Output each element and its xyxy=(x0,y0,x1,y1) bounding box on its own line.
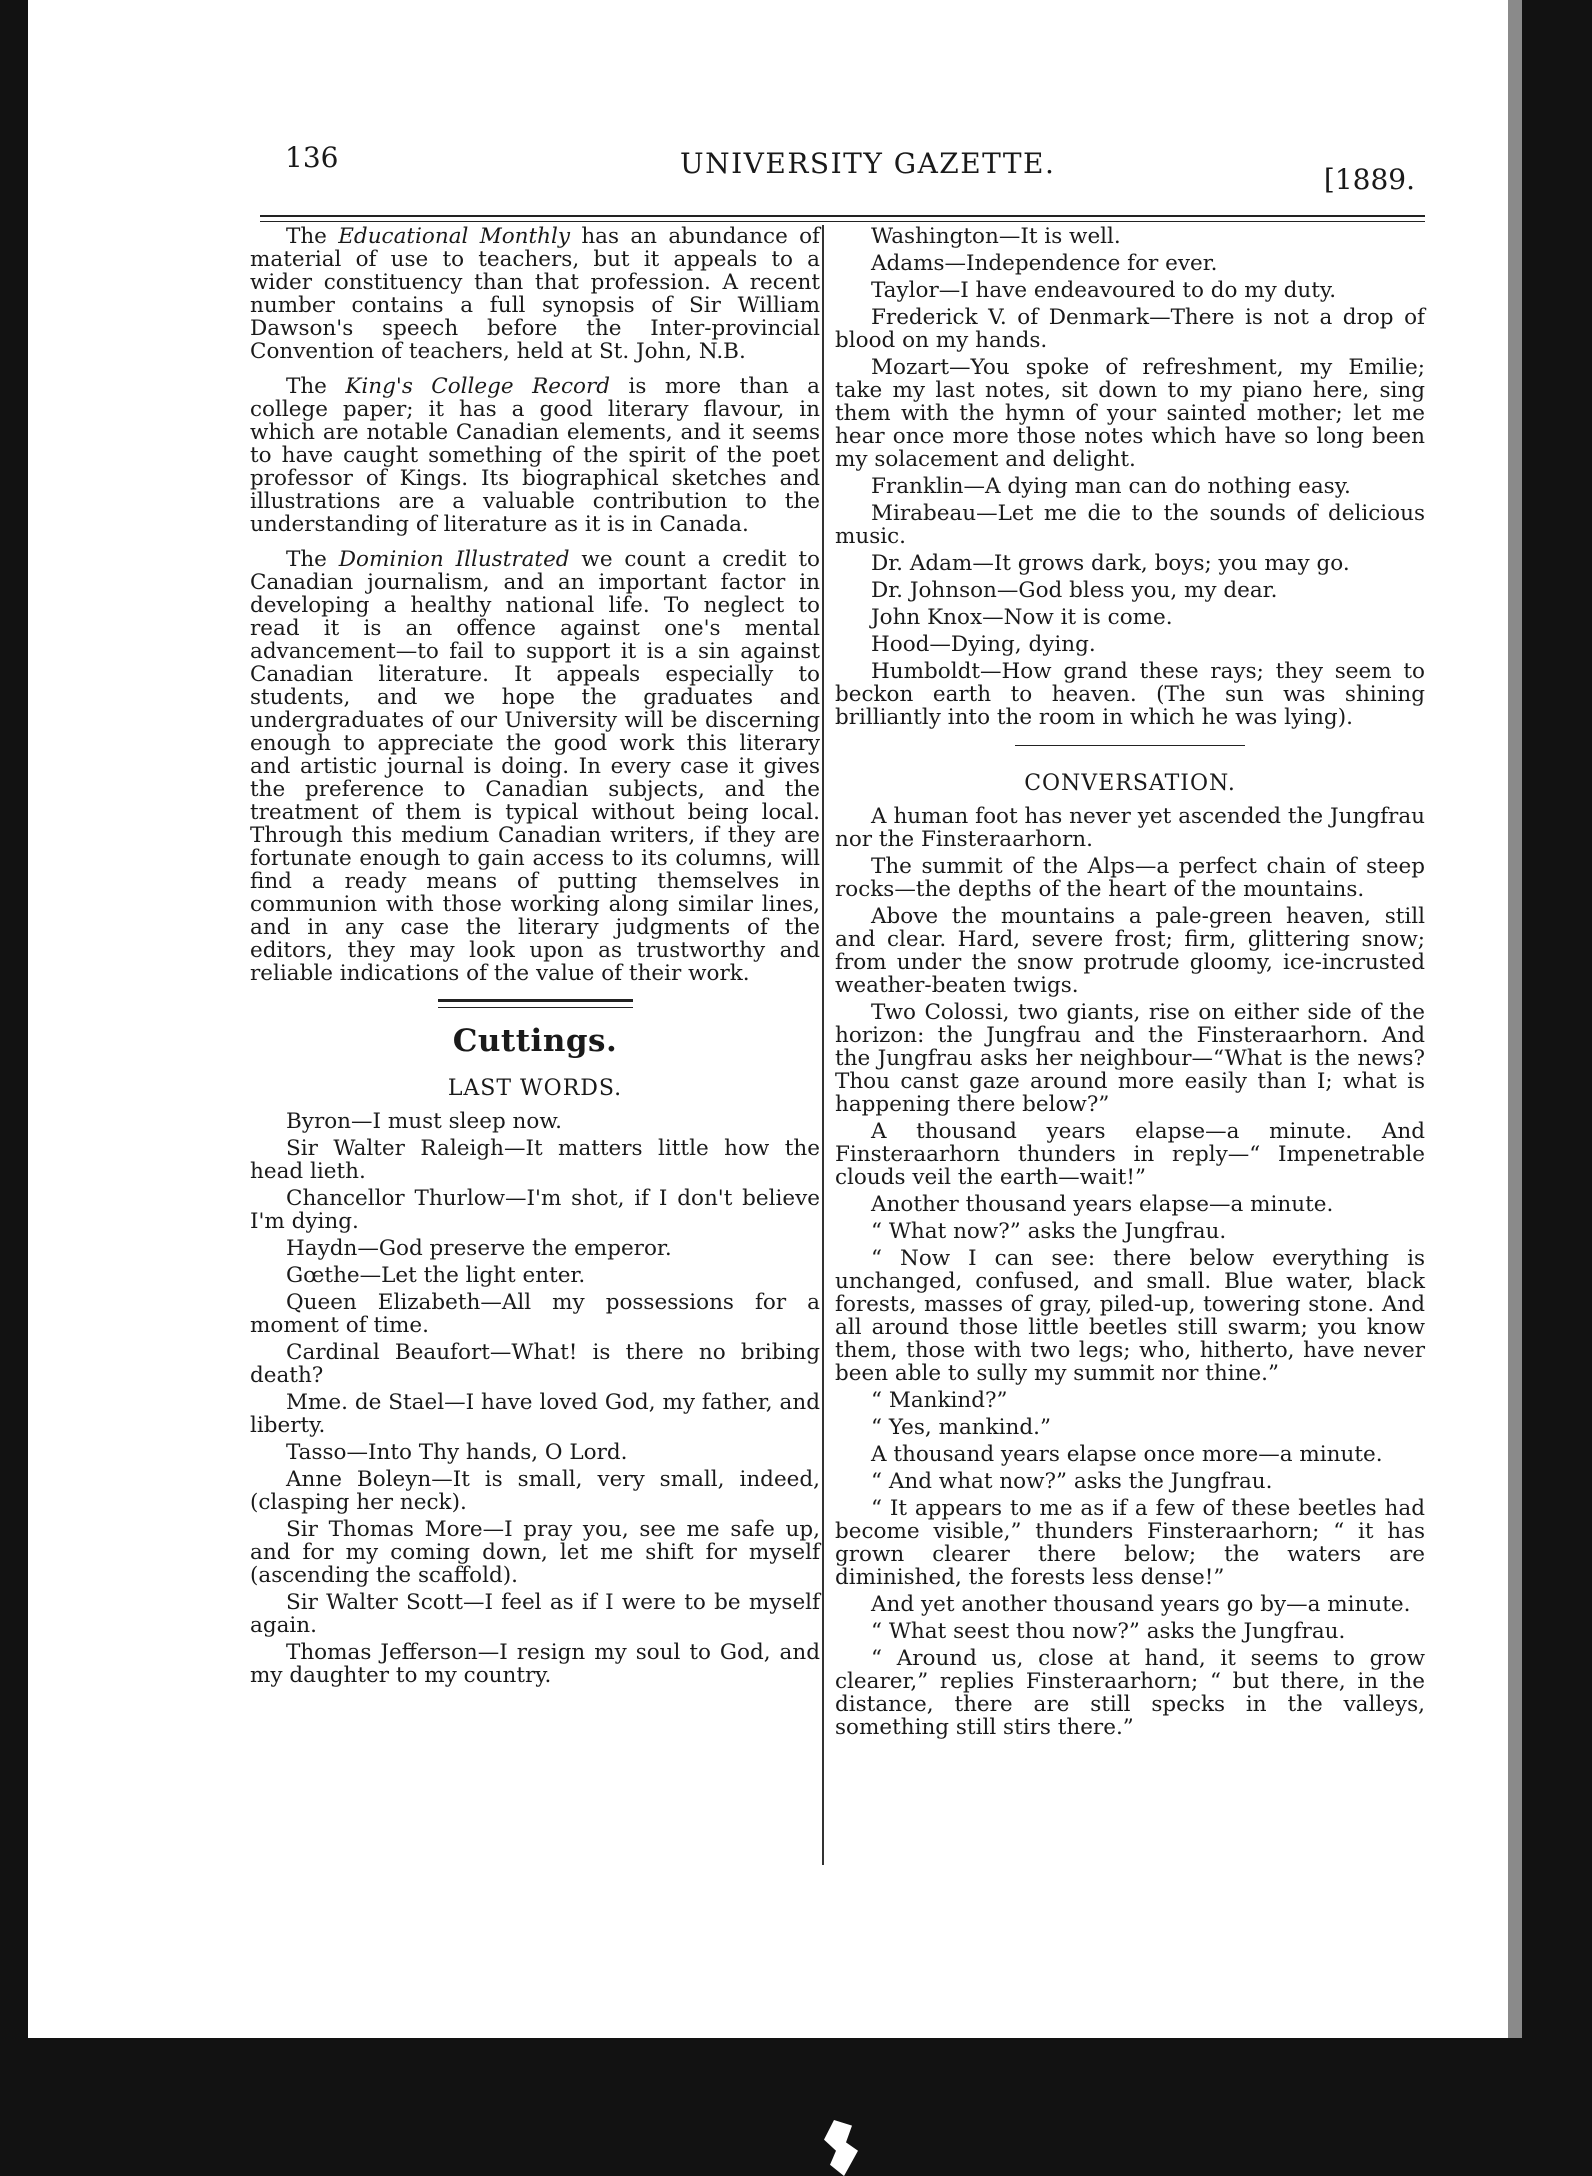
last-word-entry: Chancellor Thurlow—I'm shot, if I don't believe I'm dying. xyxy=(250,1186,820,1234)
last-word-entry: John Knox—Now it is come. xyxy=(871,605,1173,630)
last-word-entry: Cardinal Beaufort—What! is there no bribing death? xyxy=(250,1340,820,1388)
scan-border-right xyxy=(1522,0,1592,2176)
publication-title: Dominion Illustrated xyxy=(338,547,570,572)
section-separator xyxy=(438,999,633,1008)
paragraph-kings-college-record xyxy=(250,375,820,536)
last-word-entry: Hood—Dying, dying. xyxy=(871,632,1096,657)
conversation-heading: CONVERSATION. xyxy=(1024,771,1236,796)
last-word-entry: Adams—Independence for ever. xyxy=(871,251,1218,276)
cuttings-heading: Cuttings. xyxy=(452,1023,618,1059)
last-word-entry: Mirabeau—Let me die to the sounds of delicious music. xyxy=(835,501,1425,549)
last-word-entry: Haydn—God preserve the emperor. xyxy=(286,1236,672,1261)
last-word-entry: Washington—It is well. xyxy=(871,224,1121,249)
header-rule xyxy=(260,215,1425,222)
section-separator xyxy=(1015,745,1245,746)
last-word-entry: Dr. Adam—It grows dark, boys; you may go. xyxy=(871,551,1350,576)
scan-border-left xyxy=(0,0,28,2176)
last-word-entry: Franklin—A dying man can do nothing easy. xyxy=(871,474,1351,499)
conversation-paragraph: A human foot has never yet ascended the Jungfrau nor the Finsteraarhorn. xyxy=(835,804,1425,852)
text: The xyxy=(286,224,339,249)
left-column xyxy=(250,225,820,1691)
last-word-entry: Gœthe—Let the light enter. xyxy=(286,1263,586,1288)
conversation-paragraph: Above the mountains a pale-green heaven, still and clear. Hard, severe frost; firm, glittering snow; from under the snow protrude gloomy, ice-incrusted weather-beaten twigs. xyxy=(835,904,1425,998)
conversation-paragraph: “ Now I can see: there below everything is unchanged, confused, and small. Blue water, black forests, masses of gray, piled-up, towering stone. And all around those little beetles still swarm; you know them, those with two legs; who, hitherto, have never been able to sully my summit nor thine.” xyxy=(835,1246,1425,1386)
text: we count a credit to Canadian journalism, and an important factor in developing a healthy national life. To neglect to read it is an offence against one's mental advancement—to fail to support it is a sin against Canadian literature. It appeals especially to students, and we hope the graduates and undergraduates of our University will be discerning enough to appreciate the good work this literary and artistic journal is doing. In every case it gives the preference to Canadian subjects, and the treatment of them is typical without being local. Through this medium Canadian writers, if they are fortunate enough to gain access to its columns, will find a ready means of putting themselves in communion with those working along similar lines, and in any case the literary judgments of the editors, they may look upon as trustworthy and reliable indications of the value of their work. xyxy=(250,547,820,986)
conversation-paragraph: “ Mankind?” xyxy=(871,1388,1008,1413)
last-word-entry: Taylor—I have endeavoured to do my duty. xyxy=(871,278,1337,303)
conversation-paragraph: Another thousand years elapse—a minute. xyxy=(871,1192,1334,1217)
last-word-entry: Dr. Johnson—God bless you, my dear. xyxy=(871,578,1278,603)
conversation-paragraph: “ It appears to me as if a few of these beetles had become visible,” thunders Finsteraarhorn; “ it has grown clearer there below; the waters are diminished, the forests less dense!” xyxy=(835,1496,1425,1590)
conversation-paragraph: Two Colossi, two giants, rise on either side of the horizon: the Jungfrau and the Finsteraarhorn. And the Jungfrau asks her neighbour—“What is the news? Thou canst gaze around more easily than I; what is happening there below?” xyxy=(835,1000,1425,1117)
last-word-entry: Byron—I must sleep now. xyxy=(286,1109,563,1134)
page-title: UNIVERSITY GAZETTE. xyxy=(680,147,1056,180)
last-word-entry: Sir Walter Scott—I feel as if I were to be myself again. xyxy=(250,1590,820,1638)
conversation-paragraph: “ What now?” asks the Jungfrau. xyxy=(871,1219,1227,1244)
last-word-entry: Frederick V. of Denmark—There is not a drop of blood on my hands. xyxy=(835,305,1425,353)
last-word-entry: Mme. de Stael—I have loved God, my father, and liberty. xyxy=(250,1390,820,1438)
conversation-paragraph: “ Around us, close at hand, it seems to grow clearer,” replies Finsteraarhorn; “ but there, in the distance, there are still specks in the valleys, something still stirs there.” xyxy=(835,1646,1425,1740)
last-word-entry: Humboldt—How grand these rays; they seem to beckon earth to heaven. (The sun was shining brilliantly into the room in which he was lying). xyxy=(835,659,1425,730)
conversation-paragraph: A thousand years elapse—a minute. And Finsteraarhorn thunders in reply—“ Impenetrable clouds veil the earth—wait!” xyxy=(835,1119,1425,1190)
conversation-paragraph: A thousand years elapse once more—a minute. xyxy=(871,1442,1383,1467)
text: has an abundance of material of use to teachers, but it appeals to a wider constituency than that profession. A recent number contains a full synopsis of Sir William Dawson's speech before the Inter-provincial Convention of teachers, held at St. John, N.B. xyxy=(250,224,820,364)
text: The xyxy=(286,547,339,572)
paragraph-dominion-illustrated xyxy=(250,548,820,985)
page-year: [1889. xyxy=(1323,163,1415,196)
conversation-paragraph: “ What seest thou now?” asks the Jungfrau. xyxy=(871,1619,1346,1644)
publication-title: Educational Monthly xyxy=(338,224,571,249)
column-divider xyxy=(822,225,824,1865)
last-word-entry: Anne Boleyn—It is small, very small, indeed, (clasping her neck). xyxy=(250,1467,820,1515)
conversation-paragraph: “ Yes, mankind.” xyxy=(871,1415,1051,1440)
last-word-entry: Sir Walter Raleigh—It matters little how the head lieth. xyxy=(250,1136,820,1184)
last-words-heading: LAST WORDS. xyxy=(447,1076,623,1101)
conversation-paragraph: And yet another thousand years go by—a minute. xyxy=(871,1592,1411,1617)
last-word-entry: Sir Thomas More—I pray you, see me safe up, and for my coming down, let me shift for myself (ascending the scaffold). xyxy=(250,1517,820,1588)
right-column xyxy=(835,225,1425,1743)
conversation-paragraph: The summit of the Alps—a perfect chain of steep rocks—the depths of the heart of the mountains. xyxy=(835,854,1425,902)
text: is more than a college paper; it has a good literary flavour, in which are notable Canadian elements, and it seems to have caught something of the spirit of the poet professor of Kings. Its biographical sketches and illustrations are a valuable contribution to the understanding of literature as it is in Canada. xyxy=(250,374,820,537)
text: The xyxy=(286,374,346,399)
last-word-entry: Tasso—Into Thy hands, O Lord. xyxy=(286,1440,628,1465)
last-word-entry: Queen Elizabeth—All my possessions for a moment of time. xyxy=(250,1290,820,1338)
gazette-page xyxy=(250,135,1425,1740)
paragraph-educational-monthly xyxy=(250,225,820,363)
scan-border-bottom xyxy=(0,2038,1592,2176)
scan-shadow-right xyxy=(1508,0,1522,2176)
last-word-entry: Thomas Jefferson—I resign my soul to God, and my daughter to my country. xyxy=(250,1640,820,1688)
publication-title: King's College Record xyxy=(345,374,611,399)
page-header xyxy=(250,135,1425,196)
last-word-entry: Mozart—You spoke of refreshment, my Emilie; take my last notes, sit down to my piano here, sing them with the hymn of your sainted mother; let me hear once more those notes which have so long been my solacement and delight. xyxy=(835,355,1425,472)
conversation-paragraph: “ And what now?” asks the Jungfrau. xyxy=(871,1469,1273,1494)
page-number: 136 xyxy=(285,141,339,174)
